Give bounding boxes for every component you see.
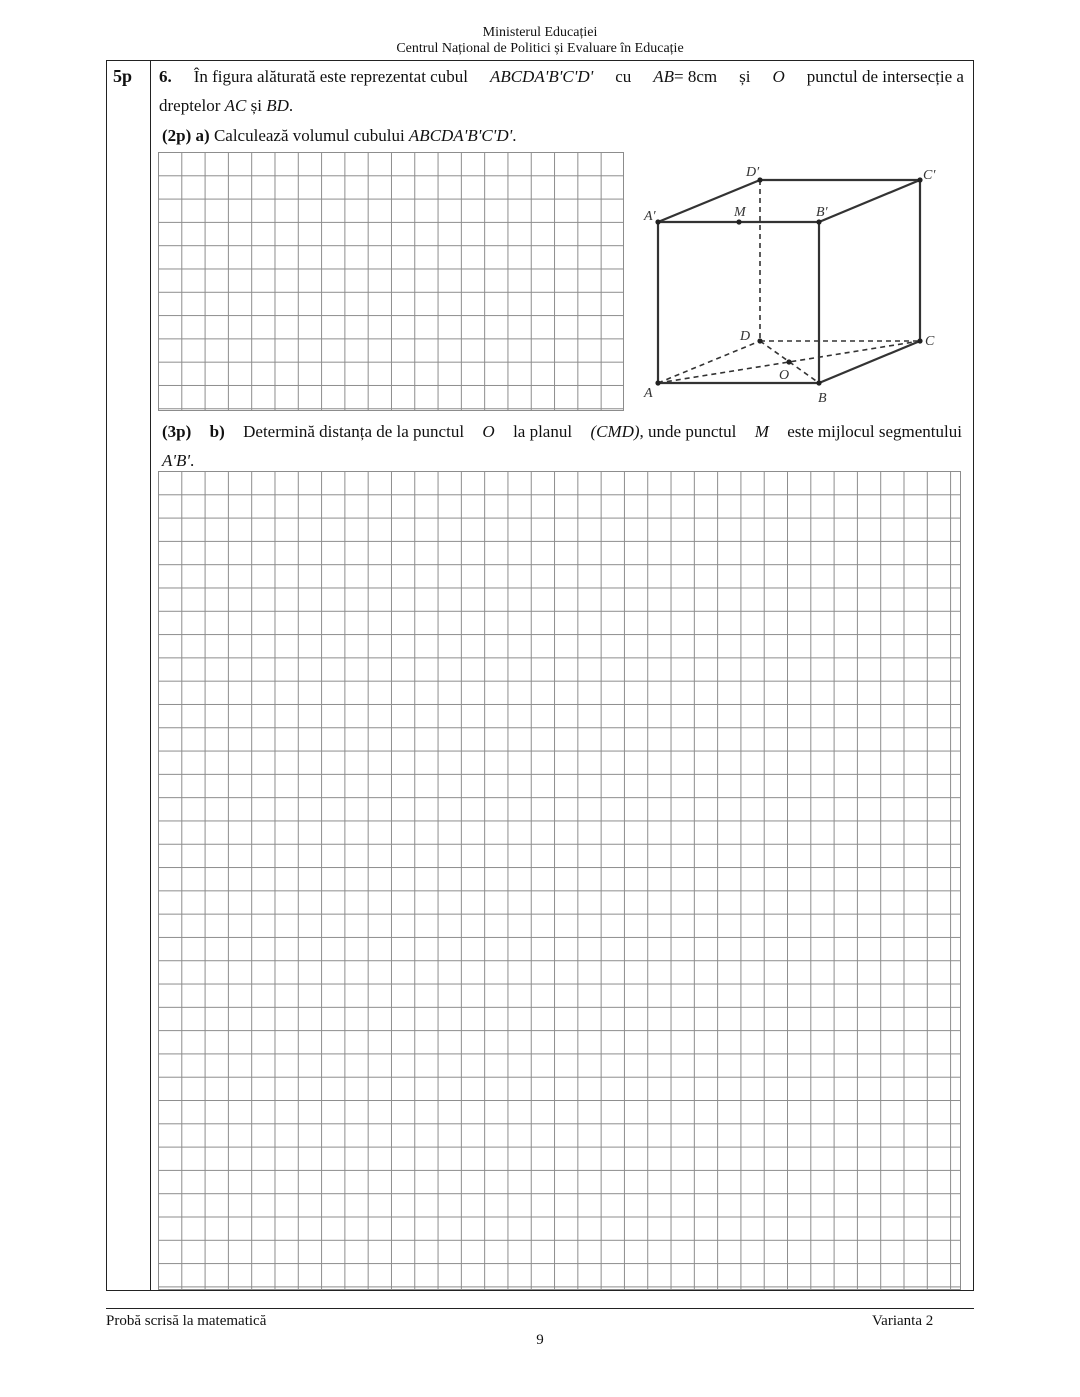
table-column-divider <box>150 60 151 1291</box>
label-c-prime: C′ <box>923 168 936 183</box>
header-ministry: Ministerul Educației <box>482 25 598 40</box>
part-b-end: . <box>190 451 195 470</box>
word-si: și <box>739 67 751 86</box>
part-a-statement <box>162 126 516 146</box>
label-o: O <box>779 368 790 383</box>
word-cu: cu <box>615 67 632 86</box>
point-o: O <box>772 67 785 86</box>
part-a-points: (2p) <box>162 126 192 145</box>
footer-exam-title: Probă scrisă la matematică <box>106 1313 267 1329</box>
part-a-end: . <box>512 126 517 145</box>
label-a-prime: A′ <box>644 209 656 224</box>
part-b-line-2 <box>162 451 194 471</box>
line-ac: AC <box>224 96 247 115</box>
part-b-text-1: Determină distanța de la punctul <box>243 422 465 441</box>
cube-figure <box>630 152 970 412</box>
part-b-plane: (CMD) <box>590 422 640 441</box>
table-left-border <box>106 60 107 1291</box>
table-right-border <box>973 60 974 1291</box>
part-b-points: (3p) <box>162 422 192 441</box>
period: . <box>288 96 294 115</box>
edge-ad-hidden <box>658 341 760 383</box>
part-a-letter: a) <box>195 126 210 145</box>
table-bottom-border <box>106 1290 974 1291</box>
edge-b-prime-c-prime <box>819 180 920 222</box>
vertex-c <box>917 338 922 343</box>
point-o-dot <box>786 359 791 364</box>
part-a-text: Calculează volumul cubului <box>213 126 405 145</box>
problem-line-1 <box>159 67 964 87</box>
ab-value: = 8cm <box>674 67 718 86</box>
part-b-statement <box>162 422 962 442</box>
label-c: C <box>925 334 935 349</box>
points-total: 5p <box>113 66 133 86</box>
label-b-prime: B′ <box>816 205 828 220</box>
label-d: D <box>740 329 751 344</box>
word-dreptelor: dreptelor <box>159 96 221 115</box>
label-a: A <box>644 386 653 401</box>
ab-segment: AB <box>653 67 675 86</box>
part-b-letter: b) <box>209 422 225 441</box>
part-b-point-o: O <box>482 422 495 441</box>
part-a-cube: ABCDA'B'C'D' <box>408 126 513 145</box>
vertex-a-prime <box>655 219 660 224</box>
label-b: B <box>818 391 827 406</box>
problem-number: 6. <box>159 67 172 86</box>
cube-name: ABCDA'B'C'D' <box>489 67 594 86</box>
point-m <box>736 219 741 224</box>
header-center: Centrul Național de Politici și Evaluare în Educație <box>396 41 684 56</box>
footer-variant: Varianta 2 <box>872 1313 934 1329</box>
answer-grid-b[interactable] <box>158 471 961 1290</box>
answer-grid-a[interactable] <box>158 152 624 411</box>
footer-rule <box>106 1308 974 1309</box>
problem-text-1: În figura alăturată este reprezentat cubul <box>193 67 468 86</box>
vertex-c-prime <box>917 177 922 182</box>
vertex-d <box>757 338 762 343</box>
part-b-text-4: este mijlocul segmentului <box>787 422 962 441</box>
word-si-2: și <box>250 96 262 115</box>
part-b-point-m: M <box>754 422 769 441</box>
table-top-border <box>106 60 974 61</box>
vertex-b <box>816 380 821 385</box>
edge-bc <box>819 341 920 383</box>
page-number: 9 <box>536 1332 544 1348</box>
problem-line-2 <box>159 96 293 116</box>
line-bd: BD <box>266 96 289 115</box>
label-m: M <box>734 205 746 220</box>
part-b-text-3: , unde punctul <box>639 422 737 441</box>
part-b-segment: A'B' <box>162 451 191 470</box>
problem-text-2: punctul de intersecție a <box>806 67 964 86</box>
part-b-text-2: la planul <box>513 422 573 441</box>
label-d-prime: D′ <box>746 165 760 180</box>
vertex-a <box>655 380 660 385</box>
vertex-b-prime <box>816 219 821 224</box>
